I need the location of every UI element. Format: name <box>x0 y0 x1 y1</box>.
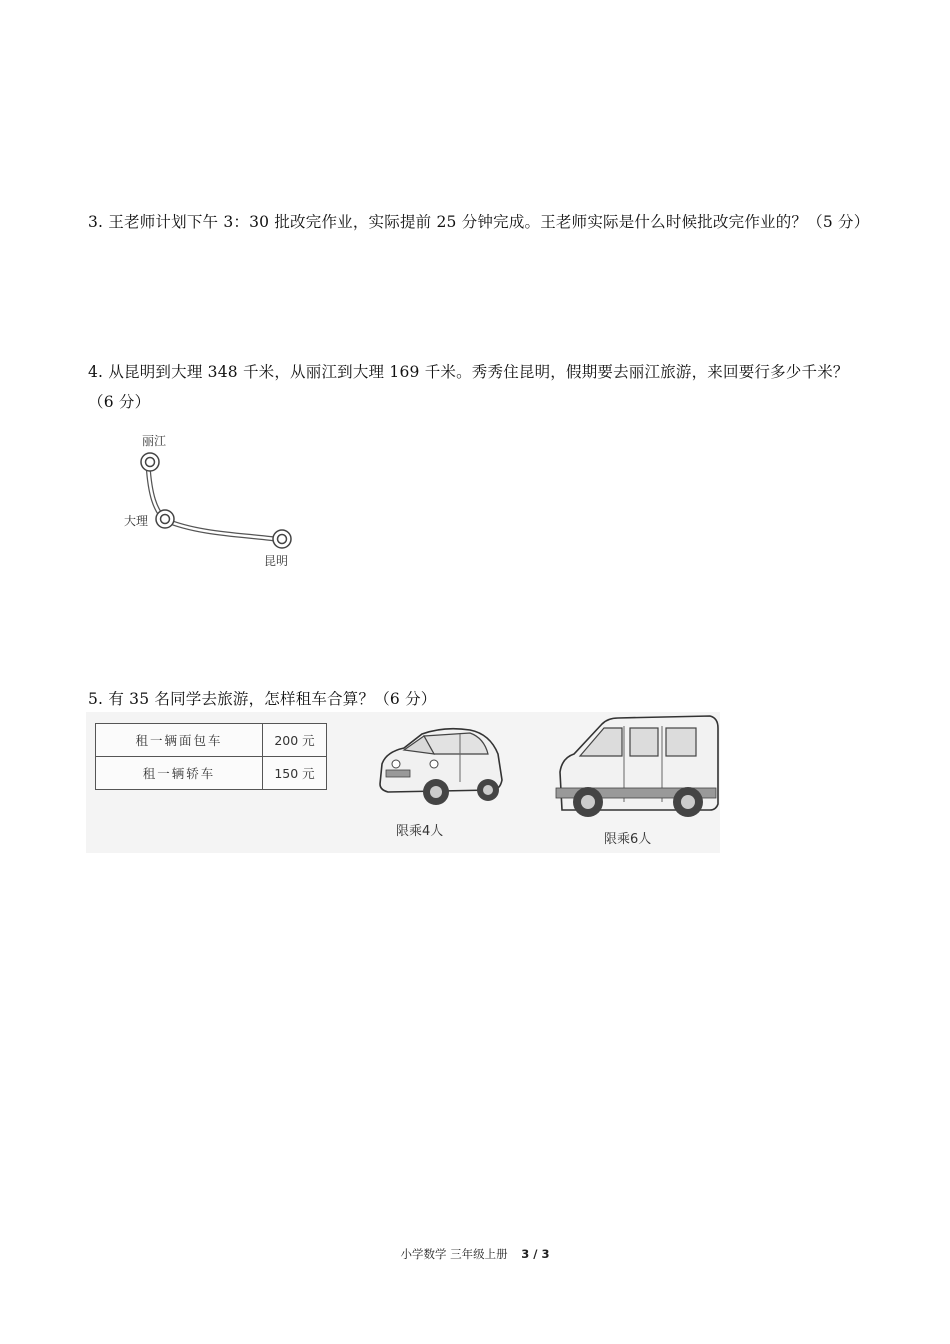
kunming-label: 昆明 <box>264 554 289 568</box>
question-5 <box>88 684 868 714</box>
dali-label: 大理 <box>124 514 149 528</box>
page-number: 3 / 3 <box>521 1247 550 1261</box>
rental-price: 150 元 <box>263 757 327 790</box>
footer-title: 小学数学 三年级上册 <box>400 1247 508 1261</box>
car-capacity-caption: 限乘4人 <box>396 824 444 839</box>
rental-price: 200 元 <box>263 724 327 757</box>
question-3-text: 3. 王老师计划下午 3：30 批改完作业，实际提前 25 分钟完成。王老师实际是什么时候批改完作业的？（5 分） <box>88 213 870 231</box>
van-icon <box>552 714 720 822</box>
question-4 <box>88 357 868 417</box>
question-3 <box>88 207 868 237</box>
question-4-points: （6 分） <box>88 393 151 411</box>
question-4-text: 4. 从昆明到大理 348 千米，从丽江到大理 169 千米。秀秀住昆明，假期要去丽江旅游，来回要行多少千米？ <box>88 363 849 381</box>
van-capacity-caption: 限乘6人 <box>604 832 652 847</box>
table-row <box>96 757 327 790</box>
lijiang-label: 丽江 <box>142 434 167 448</box>
rental-figure <box>86 712 720 853</box>
kunming-marker <box>273 530 291 548</box>
car-icon <box>374 724 506 812</box>
table-row <box>96 724 327 757</box>
page-footer <box>0 1246 950 1262</box>
question-5-text: 5. 有 35 名同学去旅游，怎样租车合算？（6 分） <box>88 690 437 708</box>
lijiang-marker <box>141 453 159 471</box>
rental-item: 租一辆轿车 <box>96 757 263 790</box>
rental-item: 租一辆面包车 <box>96 724 263 757</box>
route-map <box>110 425 340 580</box>
rental-price-table <box>95 723 327 790</box>
dali-marker <box>156 510 174 528</box>
